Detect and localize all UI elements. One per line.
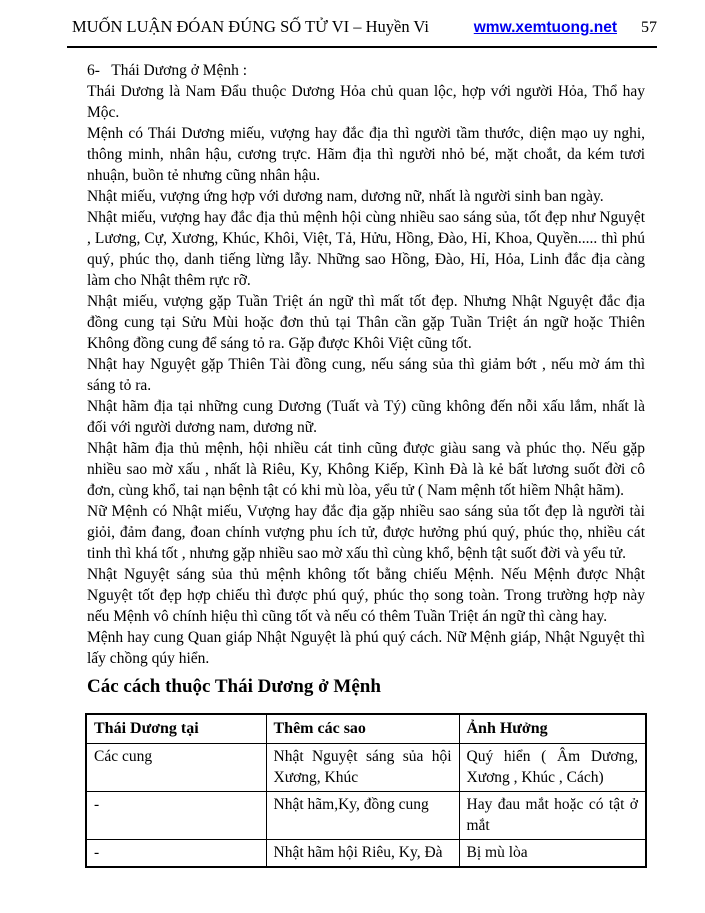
paragraph: Mệnh hay cung Quan giáp Nhật Nguyệt là phú quý cách. Nữ Mệnh giáp, Nhật Nguyệt thì lấy chồng qúy hiển. (87, 629, 645, 667)
section-subheading: Các cách thuộc Thái Dương ở Mệnh (87, 676, 381, 697)
table-cell: Quý hiển ( Âm Dương, Xương , Khúc , Cách) (459, 744, 646, 792)
section-heading: 6- Thái Dương ở Mệnh : (87, 62, 248, 79)
table-cell: Nhật hãm hội Riêu, Ky, Đà (266, 840, 459, 868)
paragraph: Nhật miếu, vượng ứng hợp với dương nam, dương nữ, nhất là người sinh ban ngày. (87, 188, 604, 205)
column-header: Thái Dương tại (86, 714, 266, 744)
header-divider (67, 46, 657, 48)
table-cell: Các cung (86, 744, 266, 792)
table-cell: Nhật hãm,Ky, đồng cung (266, 792, 459, 840)
paragraph: Thái Dương là Nam Đẩu thuộc Dương Hỏa chủ quan lộc, hợp với người Hỏa, Thổ hay Mộc. (87, 83, 645, 121)
paragraph: Nữ Mệnh có Nhật miếu, Vượng hay đắc địa gặp nhiều sao sáng sủa tốt đẹp là người tài giỏi, đảm đang, đoan chính vượng phu ích tử, được hưởng phú quý, phúc thọ, nhiều cát tinh thì khá tốt , nhưng gặp nhiều sao mờ xấu thì cùng khổ, bệnh tật suốt đời và yểu tử. (87, 503, 645, 562)
thai-duong-table (85, 713, 647, 868)
table-row (86, 792, 646, 840)
paragraph: Nhật hay Nguyệt gặp Thiên Tài đồng cung, nếu sáng sủa thì giảm bớt , nếu mờ ám thì sáng tỏ ra. (87, 356, 645, 394)
paragraph: Mệnh có Thái Dương miếu, vượng hay đắc địa thì người tầm thước, diện mạo uy nghi, thông minh, nhân hậu, cương trực. Hãm địa thì người nhỏ bé, mặt choắt, da kém tươi nhuận, buồn tẻ nhưng cũng nhân hậu. (87, 125, 645, 184)
page-header (0, 0, 705, 37)
table-cell: - (86, 840, 266, 868)
header-title: MUỐN LUẬN ĐÓAN ĐÚNG SỐ TỬ VI – Huyền Vi (72, 17, 429, 36)
paragraph: Nhật miếu, vượng hay đắc địa thủ mệnh hội cùng nhiều sao sáng sủa, tốt đẹp như Nguyệt , Lương, Cự, Xương, Khúc, Khôi, Việt, Tả, Hửu, Hồng, Đào, Hỉ, Khoa, Quyền..... thì phú quý, phúc thọ, danh tiếng lừng lẫy. Những sao Hồng, Đào, Hỉ, Hỏa, Linh đắc địa càng làm cho Nhật thêm rực rỡ. (87, 209, 645, 289)
body-text (87, 60, 645, 868)
paragraph: Nhật hãm địa tại những cung Dương (Tuất và Tý) cũng không đến nỗi xấu lắm, nhất là đối với người dương nam, dương nữ. (87, 398, 645, 436)
paragraph: Nhật Nguyệt sáng sủa thủ mệnh không tốt bằng chiếu Mệnh. Nếu Mệnh được Nhật Nguyệt tốt đẹp hợp chiếu thì được phú quý, phúc thọ song toàn. Trong trường hợp này nếu Mệnh vô chính hiệu thì cũng tốt và nếu có thêm Tuần Triệt án ngữ thì càng hay. (87, 566, 645, 625)
paragraph: Nhật hãm địa thủ mệnh, hội nhiều cát tinh cũng được giàu sang và phúc thọ. Nếu gặp nhiều sao mờ xấu , nhất là Riêu, Ky, Không Kiếp, Kình Đà là kẻ bất lương suốt đời cô đơn, cùng khổ, tai nạn bệnh tật có khi mù lòa, yểu tử ( Nam mệnh tốt hiềm Nhật hãm). (87, 440, 645, 499)
column-header: Ảnh Hưởng (459, 714, 646, 744)
page-number: 57 (641, 19, 657, 36)
table-cell: Bị mù lòa (459, 840, 646, 868)
table-row (86, 744, 646, 792)
column-header: Thêm các sao (266, 714, 459, 744)
table-header-row (86, 714, 646, 744)
table-cell: Nhật Nguyệt sáng sủa hội Xương, Khúc (266, 744, 459, 792)
table-cell: - (86, 792, 266, 840)
table-cell: Hay đau mắt hoặc có tật ở mắt (459, 792, 646, 840)
website-link[interactable]: wmw.xemtuong.net (473, 19, 617, 36)
header-right-group (474, 19, 657, 37)
paragraph: Nhật miếu, vượng gặp Tuần Triệt án ngữ thì mất tốt đẹp. Nhưng Nhật Nguyệt đắc địa đồng cung tại Sửu Mùi hoặc đơn thủ tại Thân cần gặp Tuần Triệt án ngữ hoặc Thiên Không đồng cung để sáng tỏ ra. Gặp được Khôi Việt cũng tốt. (87, 293, 645, 352)
table-row (86, 840, 646, 868)
